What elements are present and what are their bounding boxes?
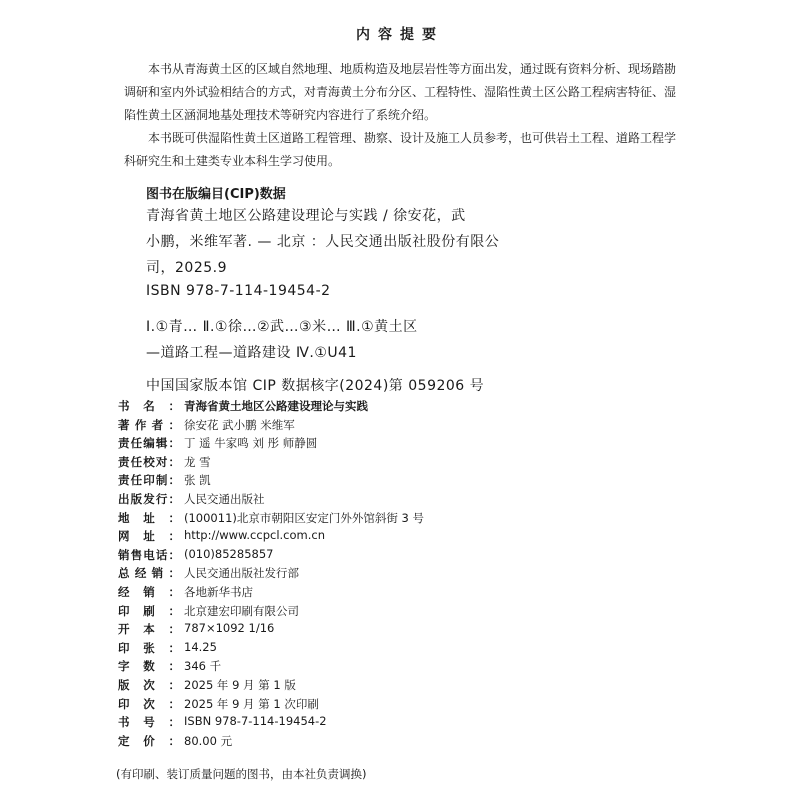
detail-label: 地 址 ： bbox=[118, 510, 180, 525]
detail-value: 徐安花 武小鹏 米维军 bbox=[184, 417, 295, 432]
cip-line: 司，2025.9 bbox=[146, 260, 227, 276]
detail-label: 定 价 ： bbox=[118, 733, 180, 748]
detail-row bbox=[118, 547, 273, 567]
detail-value: 龙 雪 bbox=[184, 454, 211, 469]
detail-value: 张 凯 bbox=[184, 473, 211, 488]
detail-label: 经 销 ： bbox=[118, 585, 180, 599]
page-heading: 内容提要 bbox=[356, 27, 444, 43]
detail-row bbox=[118, 584, 253, 604]
detail-value: (010)85285857 bbox=[184, 546, 274, 561]
detail-value: http://www.ccpcl.com.cn bbox=[184, 528, 325, 543]
detail-label: 出 版 发 行 ： bbox=[118, 492, 180, 506]
cip-line: Ⅰ.①青… Ⅱ.①徐…②武…③米… Ⅲ.①黄土区 bbox=[146, 319, 418, 335]
detail-row bbox=[118, 528, 325, 548]
detail-value: 北京建宏印刷有限公司 bbox=[184, 603, 299, 618]
detail-row bbox=[118, 491, 265, 511]
detail-row bbox=[118, 398, 368, 418]
cip-line: 小鹏，米维军著. — 北京 ：人民交通出版社股份有限公 bbox=[146, 234, 500, 250]
detail-row bbox=[118, 677, 296, 697]
detail-value: 青海省黄土地区公路建设理论与实践 bbox=[184, 399, 368, 413]
detail-label: 开 本 ： bbox=[118, 622, 180, 637]
quality-note: (有印刷、装订质量问题的图书，由本社负责调换) bbox=[116, 767, 367, 781]
cip-line: —道路工程—道路建设 Ⅳ.①U41 bbox=[146, 345, 357, 361]
detail-value: 14.25 bbox=[184, 639, 217, 654]
detail-row bbox=[118, 472, 211, 492]
detail-label: 书 号 ： bbox=[118, 715, 180, 730]
detail-row bbox=[118, 417, 295, 437]
detail-row bbox=[118, 510, 424, 530]
detail-value: (100011)北京市朝阳区安定门外外馆斜街 3 号 bbox=[184, 510, 424, 525]
detail-value: ISBN 978-7-114-19454-2 bbox=[184, 714, 327, 729]
detail-label: 印 刷 ： bbox=[118, 603, 180, 618]
detail-row bbox=[118, 454, 211, 474]
detail-value: 人民交通出版社 bbox=[184, 492, 265, 506]
detail-label: 网 址 ： bbox=[118, 529, 180, 544]
detail-row bbox=[118, 714, 327, 734]
detail-value: 80.00 元 bbox=[184, 733, 233, 748]
cip-line: 中国国家版本馆 CIP 数据核字(2024)第 059206 号 bbox=[146, 378, 485, 394]
detail-value: 787×1092 1/16 bbox=[184, 621, 275, 636]
abstract-paragraph-2: 本书既可供湿陷性黄土区道路工程管理、勘察、设计及施工人员参考，也可供岩土工程、道路工程学科研究生和土建类专业本科生学习使用。 bbox=[124, 131, 677, 168]
detail-value: 各地新华书店 bbox=[184, 585, 253, 599]
detail-label: 总 经 销 ： bbox=[118, 566, 180, 581]
detail-row bbox=[118, 621, 274, 641]
detail-value: 346 千 bbox=[184, 659, 222, 674]
detail-label: 印 次 ： bbox=[118, 696, 180, 711]
detail-row bbox=[118, 565, 299, 585]
detail-label: 字 数 ： bbox=[118, 659, 180, 674]
cip-title: 图书在版编目(CIP)数据 bbox=[146, 187, 286, 202]
cip-line: 青海省黄土地区公路建设理论与实践 / 徐安花，武 bbox=[146, 208, 466, 224]
abstract bbox=[124, 58, 676, 173]
detail-value: 丁 遥 牛家鸣 刘 彤 师静圆 bbox=[184, 436, 318, 451]
detail-label: 版 次 ： bbox=[118, 678, 180, 692]
detail-label: 印 张 ： bbox=[118, 640, 180, 655]
detail-row bbox=[118, 733, 232, 753]
abstract-paragraph-1: 本书从青海黄土区的区域自然地理、地质构造及地层岩性等方面出发，通过既有资料分析、现场踏勘调研和室内外试验相结合的方式，对青海黄土分布分区、工程特性、湿陷性黄土区公路工程病害特征、湿陷性黄土区涵洞地基处理技术等研究内容进行了系统介绍。 bbox=[124, 62, 677, 122]
detail-value: 人民交通出版社发行部 bbox=[184, 566, 299, 581]
detail-label: 责 任 印 制 ： bbox=[118, 473, 180, 488]
detail-label: 著 作 者 ： bbox=[118, 417, 180, 432]
detail-row bbox=[118, 640, 217, 660]
detail-label: 责 任 校 对 ： bbox=[118, 454, 180, 469]
detail-row bbox=[118, 658, 221, 678]
cip-line: ISBN 978-7-114-19454-2 bbox=[146, 283, 331, 299]
detail-label: 书 名 ： bbox=[118, 399, 180, 413]
detail-value: 2025 年 9 月 第 1 次印刷 bbox=[184, 696, 319, 711]
detail-value: 2025 年 9 月 第 1 版 bbox=[184, 678, 296, 692]
detail-label: 销 售 电 话 ： bbox=[118, 547, 180, 562]
detail-row bbox=[118, 435, 317, 455]
detail-row bbox=[118, 696, 319, 716]
detail-row bbox=[118, 603, 299, 623]
detail-label: 责 任 编 辑 ： bbox=[118, 436, 180, 451]
